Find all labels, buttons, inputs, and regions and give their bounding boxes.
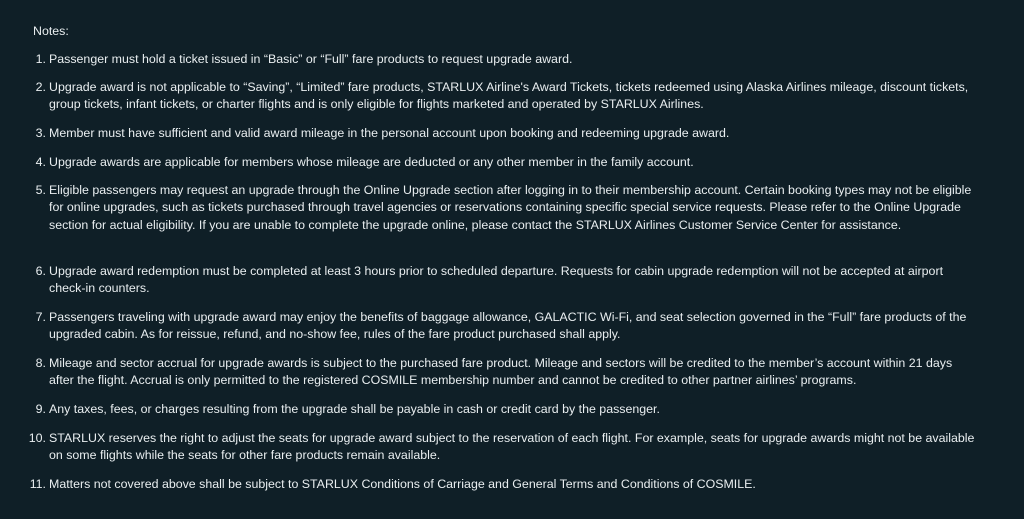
note-text: Eligible passengers may request an upgrade through the Online Upgrade section after logging in to their membership account. Certain booking types may not be eligible for online upgrades, such as tickets purchased through travel agencies or reservations containing specific special service requests. Please refer to the Online Upgrade section for actual eligibility. If you are unable to complete the upgrade online, please contact the STARLUX Airlines Customer Service Center for assistance. [49,183,972,232]
note-number: 3. [35,126,46,140]
note-number: 1. [35,52,46,66]
note-text: Passengers traveling with upgrade award may enjoy the benefits of baggage allowance, GALACTIC Wi-Fi, and seat selection governed in the “Full” fare products of the upgraded cabin. As for reissue, refund, and no-show fee, rules of the fare product purchased shall apply. [49,310,967,342]
note-number: 5. [35,183,46,197]
note-text: STARLUX reserves the right to adjust the seats for upgrade award subject to the reservation of each flight. For example, seats for upgrade awards might not be available on some flights while the seats for other fare products remain available. [49,431,975,463]
note-number: 6. [35,264,46,278]
note-number: 9. [35,402,46,416]
note-text: Upgrade awards are applicable for members whose mileage are deducted or any other member in the family account. [49,155,694,169]
note-text: Passenger must hold a ticket issued in “Basic” or “Full” fare products to request upgrade award. [49,52,573,66]
note-number: 11. [29,477,46,491]
note-number: 4. [35,155,46,169]
note-number: 7. [35,310,46,324]
note-text: Any taxes, fees, or charges resulting from the upgrade shall be payable in cash or credit card by the passenger. [49,402,660,416]
note-text: Upgrade award redemption must be completed at least 3 hours prior to scheduled departure. Requests for cabin upgrade redemption will not be accepted at airport check-in counters. [49,264,944,296]
note-text: Mileage and sector accrual for upgrade awards is subject to the purchased fare product. Mileage and sectors will be credited to the member’s account within 21 days after the flight. Accrual is only permitted to the registered COSMILE membership number and cannot be credited to other partner airlines’ programs. [49,356,953,388]
notes-heading: Notes: [33,24,69,38]
note-text: Matters not covered above shall be subject to STARLUX Conditions of Carriage and General Terms and Conditions of COSMILE. [49,477,756,491]
note-number: 2. [35,80,46,94]
note-text: Upgrade award is not applicable to “Saving”, “Limited” fare products, STARLUX Airline's Award Tickets, tickets redeemed using Alaska Airlines mileage, discount tickets, group tickets, infant tickets, or charter flights and is only eligible for flights marketed and operated by STARLUX Airlines. [49,80,969,112]
note-number: 10. [28,431,46,445]
note-number: 8. [35,356,46,370]
note-text: Member must have sufficient and valid award mileage in the personal account upon booking and redeeming upgrade award. [49,126,730,140]
